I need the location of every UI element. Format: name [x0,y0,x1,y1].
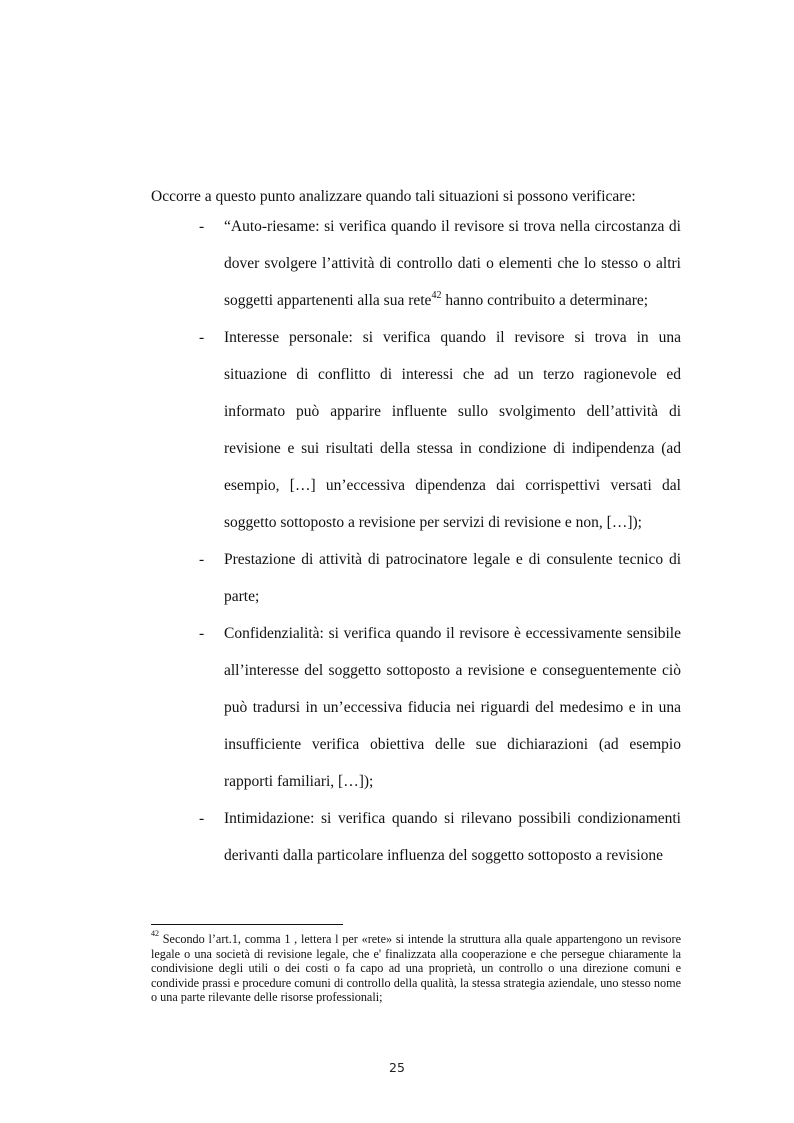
list-item [151,541,681,615]
list-dash: - [199,625,205,642]
footnote-number: 42 [151,928,159,938]
list-item-text: Prestazione di attività di patrocinatore legale e di consulente tecnico di parte; [224,551,681,605]
situations-list [151,208,681,874]
list-dash: - [199,551,205,568]
list-item [151,615,681,800]
list-item-text [224,208,681,319]
list-item-text: Intimidazione: si verifica quando si rilevano possibili condizionamenti derivanti dalla particolare influenza del soggetto sottoposto a revisione [224,810,681,864]
footnote-reference[interactable]: 42 [431,289,442,301]
page-number: 25 [389,1060,405,1075]
list-dash: - [199,329,205,346]
intro-paragraph: Occorre a questo punto analizzare quando tali situazioni si possono verificare: [151,187,636,205]
list-item-text: Confidenzialità: si verifica quando il revisore è eccessivamente sensibile all’interesse del soggetto sottoposto a revisione e conseguentemente ciò può tradursi in un’eccessiva fiducia nei riguardi del medesimo e in una insufficiente verifica obiettiva delle sue dichiarazioni (ad esempio rapporti familiari, […]); [224,625,681,790]
list-item [151,800,681,874]
list-item-text: Interesse personale: si verifica quando il revisore si trova in una situazione di conflitto di interessi che ad un terzo ragionevole ed informato può apparire influente sullo svolgimento dell’attività di revisione e sui risultati della stessa in condizione di indipendenza (ad esempio, […] un’eccessiva dipendenza dai corrispettivi versati dal soggetto sottoposto a revisione per servizi di revisione e non, […]); [224,329,681,531]
item-text-before: “Auto-riesame: si verifica quando il revisore si trova nella circostanza di dover svolgere l’attività di controllo dati o elementi che lo stesso o altri soggetti appartenenti alla sua rete [224,218,681,309]
list-dash: - [199,810,205,827]
item-text-after: hanno contribuito a determinare; [441,292,649,309]
list-dash: - [199,218,205,235]
footnote-text: Secondo l’art.1, comma 1 , lettera l per «rete» si intende la struttura alla quale appartengono un revisore legale o una società di revisione legale, che e' finalizzata alla cooperazione e che persegue chiaramente la condivisione degli utili o dei costi o fa capo ad una proprietà, un controllo o una direzione comuni e condivide prassi e procedure comuni di controllo della qualità, la stessa strategia aziendale, uno stesso nome o una parte rilevante delle risorse professionali; [151,932,681,1005]
footnote [151,928,681,1005]
list-item [151,319,681,541]
footnote-separator [151,924,343,925]
list-item [151,208,681,319]
